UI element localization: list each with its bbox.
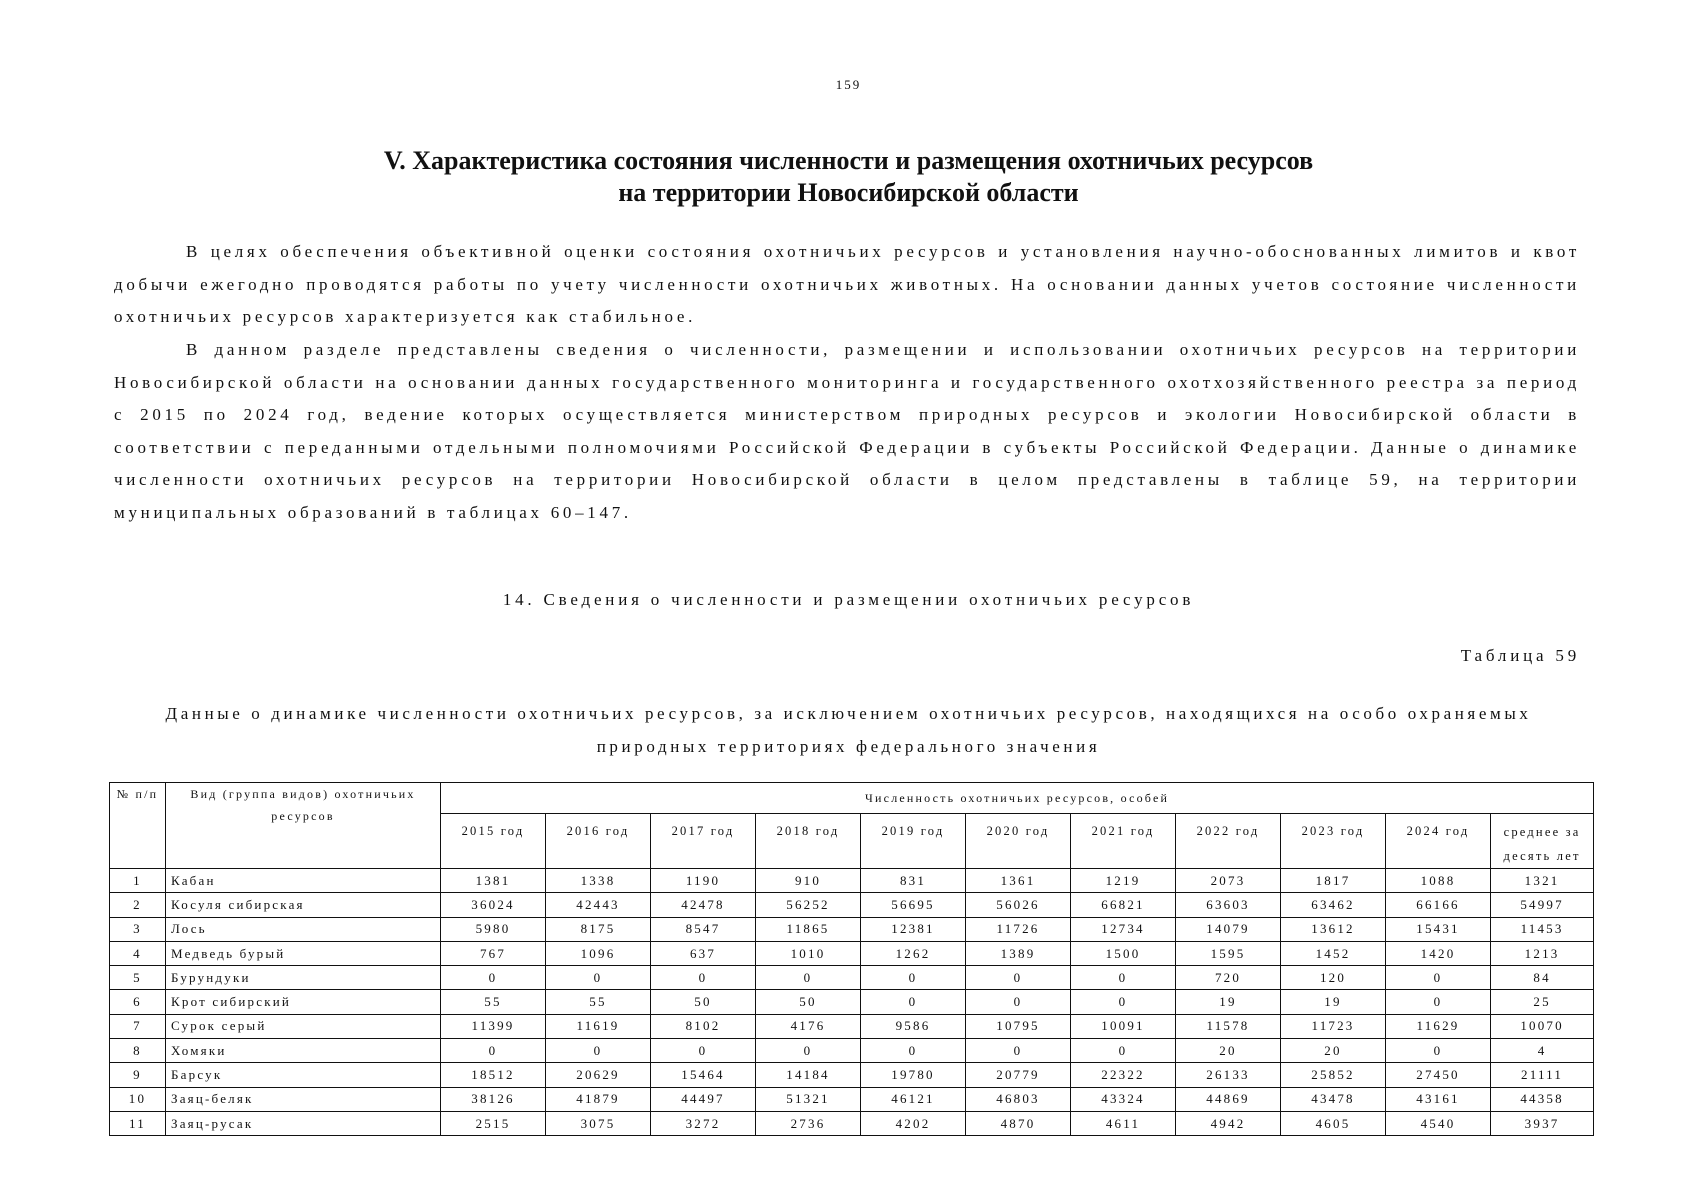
table-row [110,893,1594,917]
value-cell: 0 [1071,1039,1176,1063]
value-cell: 8547 [651,917,756,941]
value-cell: 27450 [1386,1063,1491,1087]
value-cell: 44869 [1176,1087,1281,1111]
intro-paragraph-2: В данном разделе представлены сведения о численности, размещении и использовании охотничьих ресурсов на территории Новосибирской области на основании данных государственного мониторинга и государственного охотхозяйственного реестра за период с 2015 по 2024 год, ведение которых осуществляется министерством природных ресурсов и экологии Новосибирской области в соответствии с переданными отдельными полномочиями Российской Федерации в субъекты Российской Федерации. Данные о динамике численности охотничьих ресурсов на территории Новосибирской области в целом представлены в таблице 59, на территории муниципальных образований в таблицах 60–147. [114,340,1580,522]
value-cell: 15431 [1386,917,1491,941]
value-cell: 0 [651,966,756,990]
value-cell: 0 [1071,990,1176,1014]
value-cell: 42443 [546,893,651,917]
value-cell: 18512 [441,1063,546,1087]
table-row [110,990,1594,1014]
value-cell: 2736 [756,1111,861,1135]
column-group-header: Численность охотничьих ресурсов, особей [441,783,1594,814]
value-cell: 19 [1281,990,1386,1014]
value-cell: 4870 [966,1111,1071,1135]
value-cell: 0 [756,966,861,990]
value-cell: 12381 [861,917,966,941]
value-cell: 56252 [756,893,861,917]
value-cell: 84 [1491,966,1594,990]
value-cell: 4605 [1281,1111,1386,1135]
value-cell: 8175 [546,917,651,941]
table-row [110,917,1594,941]
value-cell: 4540 [1386,1111,1491,1135]
value-cell: 20779 [966,1063,1071,1087]
species-name-cell: Крот сибирский [166,990,441,1014]
table-row [110,869,1594,893]
value-cell: 11399 [441,1014,546,1038]
value-cell: 20 [1176,1039,1281,1063]
column-header-year: 2018 год [756,814,861,869]
value-cell: 0 [1386,966,1491,990]
population-table [109,782,1594,1136]
species-name-cell: Заяц-русак [166,1111,441,1135]
value-cell: 44497 [651,1087,756,1111]
value-cell: 3075 [546,1111,651,1135]
row-number-cell: 5 [110,966,166,990]
column-header-year: 2019 год [861,814,966,869]
value-cell: 1321 [1491,869,1594,893]
value-cell: 2515 [441,1111,546,1135]
value-cell: 0 [546,966,651,990]
column-header-year: 2021 год [1071,814,1176,869]
value-cell: 11578 [1176,1014,1281,1038]
table-row [110,1111,1594,1135]
row-number-cell: 4 [110,941,166,965]
table-label: Таблица 59 [1460,646,1580,665]
species-name-cell: Бурундуки [166,966,441,990]
table-row [110,966,1594,990]
value-cell: 43324 [1071,1087,1176,1111]
value-cell: 0 [966,1039,1071,1063]
column-header-year: среднее за десять лет [1491,814,1594,869]
value-cell: 4202 [861,1111,966,1135]
value-cell: 720 [1176,966,1281,990]
row-number-cell: 1 [110,869,166,893]
column-header-year: 2022 год [1176,814,1281,869]
value-cell: 1595 [1176,941,1281,965]
value-cell: 1452 [1281,941,1386,965]
row-number-cell: 9 [110,1063,166,1087]
value-cell: 25 [1491,990,1594,1014]
value-cell: 637 [651,941,756,965]
value-cell: 20 [1281,1039,1386,1063]
value-cell: 4942 [1176,1111,1281,1135]
value-cell: 10091 [1071,1014,1176,1038]
table-row [110,1087,1594,1111]
value-cell: 1817 [1281,869,1386,893]
value-cell: 910 [756,869,861,893]
species-name-cell: Заяц-беляк [166,1087,441,1111]
species-name-cell: Барсук [166,1063,441,1087]
value-cell: 120 [1281,966,1386,990]
section-title: 14. Сведения о численности и размещении охотничьих ресурсов [502,590,1195,609]
value-cell: 9586 [861,1014,966,1038]
value-cell: 55 [546,990,651,1014]
column-header-species: Вид (группа видов) охотничьих ресурсов [166,783,441,869]
column-header-number: № п/п [110,783,166,869]
value-cell: 1213 [1491,941,1594,965]
value-cell: 13612 [1281,917,1386,941]
column-header-year: 2016 год [546,814,651,869]
table-body [110,869,1594,1136]
value-cell: 14184 [756,1063,861,1087]
value-cell: 25852 [1281,1063,1386,1087]
value-cell: 8102 [651,1014,756,1038]
value-cell: 1088 [1386,869,1491,893]
row-number-cell: 6 [110,990,166,1014]
value-cell: 1381 [441,869,546,893]
value-cell: 26133 [1176,1063,1281,1087]
value-cell: 46803 [966,1087,1071,1111]
page-number: 159 [835,77,862,92]
value-cell: 19 [1176,990,1281,1014]
column-header-year: 2017 год [651,814,756,869]
value-cell: 14079 [1176,917,1281,941]
column-header-year: 2020 год [966,814,1071,869]
value-cell: 0 [651,1039,756,1063]
value-cell: 831 [861,869,966,893]
table-row [110,1063,1594,1087]
row-number-cell: 8 [110,1039,166,1063]
value-cell: 1219 [1071,869,1176,893]
value-cell: 11865 [756,917,861,941]
table-header-row-1 [110,783,1594,814]
heading-line-2: на территории Новосибирской области [618,178,1079,207]
row-number-cell: 3 [110,917,166,941]
page-heading [0,145,1697,209]
value-cell: 3272 [651,1111,756,1135]
value-cell: 43478 [1281,1087,1386,1111]
value-cell: 56695 [861,893,966,917]
value-cell: 50 [756,990,861,1014]
value-cell: 4176 [756,1014,861,1038]
row-number-cell: 11 [110,1111,166,1135]
value-cell: 3937 [1491,1111,1594,1135]
species-name-cell: Кабан [166,869,441,893]
value-cell: 42478 [651,893,756,917]
value-cell: 12734 [1071,917,1176,941]
column-header-year: 2024 год [1386,814,1491,869]
value-cell: 0 [546,1039,651,1063]
table-row [110,1014,1594,1038]
value-cell: 50 [651,990,756,1014]
table-caption: Данные о динамике численности охотничьих ресурсов, за исключением охотничьих ресурсов, находящихся на особо охраняемых природных территориях федерального значения [165,704,1532,756]
value-cell: 15464 [651,1063,756,1087]
species-name-cell: Сурок серый [166,1014,441,1038]
value-cell: 1361 [966,869,1071,893]
value-cell: 1096 [546,941,651,965]
species-name-cell: Косуля сибирская [166,893,441,917]
value-cell: 54997 [1491,893,1594,917]
value-cell: 1010 [756,941,861,965]
value-cell: 1190 [651,869,756,893]
value-cell: 66166 [1386,893,1491,917]
value-cell: 0 [861,990,966,1014]
value-cell: 2073 [1176,869,1281,893]
intro-paragraph-1: В целях обеспечения объективной оценки состояния охотничьих ресурсов и установления научно-обоснованных лимитов и квот добычи ежегодно проводятся работы по учету численности охотничьих животных. На основании данных учетов состояние численности охотничьих ресурсов характеризуется как стабильное. [114,242,1580,327]
value-cell: 51321 [756,1087,861,1111]
value-cell: 36024 [441,893,546,917]
value-cell: 63603 [1176,893,1281,917]
heading-line-1: V. Характеристика состояния численности и размещения охотничьих ресурсов [383,146,1314,175]
value-cell: 0 [861,1039,966,1063]
column-header-year: 2015 год [441,814,546,869]
value-cell: 21111 [1491,1063,1594,1087]
species-name-cell: Медведь бурый [166,941,441,965]
value-cell: 11453 [1491,917,1594,941]
value-cell: 11726 [966,917,1071,941]
value-cell: 20629 [546,1063,651,1087]
value-cell: 0 [1071,966,1176,990]
value-cell: 11629 [1386,1014,1491,1038]
row-number-cell: 2 [110,893,166,917]
value-cell: 66821 [1071,893,1176,917]
value-cell: 55 [441,990,546,1014]
row-number-cell: 7 [110,1014,166,1038]
value-cell: 0 [756,1039,861,1063]
column-header-year: 2023 год [1281,814,1386,869]
value-cell: 10795 [966,1014,1071,1038]
value-cell: 11619 [546,1014,651,1038]
table-row [110,1039,1594,1063]
species-name-cell: Хомяки [166,1039,441,1063]
value-cell: 11723 [1281,1014,1386,1038]
value-cell: 46121 [861,1087,966,1111]
value-cell: 19780 [861,1063,966,1087]
value-cell: 0 [441,966,546,990]
value-cell: 22322 [1071,1063,1176,1087]
value-cell: 0 [1386,1039,1491,1063]
value-cell: 44358 [1491,1087,1594,1111]
value-cell: 43161 [1386,1087,1491,1111]
value-cell: 56026 [966,893,1071,917]
value-cell: 1500 [1071,941,1176,965]
value-cell: 1338 [546,869,651,893]
value-cell: 63462 [1281,893,1386,917]
value-cell: 38126 [441,1087,546,1111]
value-cell: 0 [966,990,1071,1014]
value-cell: 10070 [1491,1014,1594,1038]
value-cell: 1389 [966,941,1071,965]
value-cell: 1420 [1386,941,1491,965]
value-cell: 1262 [861,941,966,965]
species-name-cell: Лось [166,917,441,941]
value-cell: 0 [966,966,1071,990]
value-cell: 41879 [546,1087,651,1111]
table-row [110,941,1594,965]
value-cell: 5980 [441,917,546,941]
value-cell: 4 [1491,1039,1594,1063]
value-cell: 0 [861,966,966,990]
value-cell: 4611 [1071,1111,1176,1135]
value-cell: 0 [441,1039,546,1063]
value-cell: 767 [441,941,546,965]
row-number-cell: 10 [110,1087,166,1111]
value-cell: 0 [1386,990,1491,1014]
